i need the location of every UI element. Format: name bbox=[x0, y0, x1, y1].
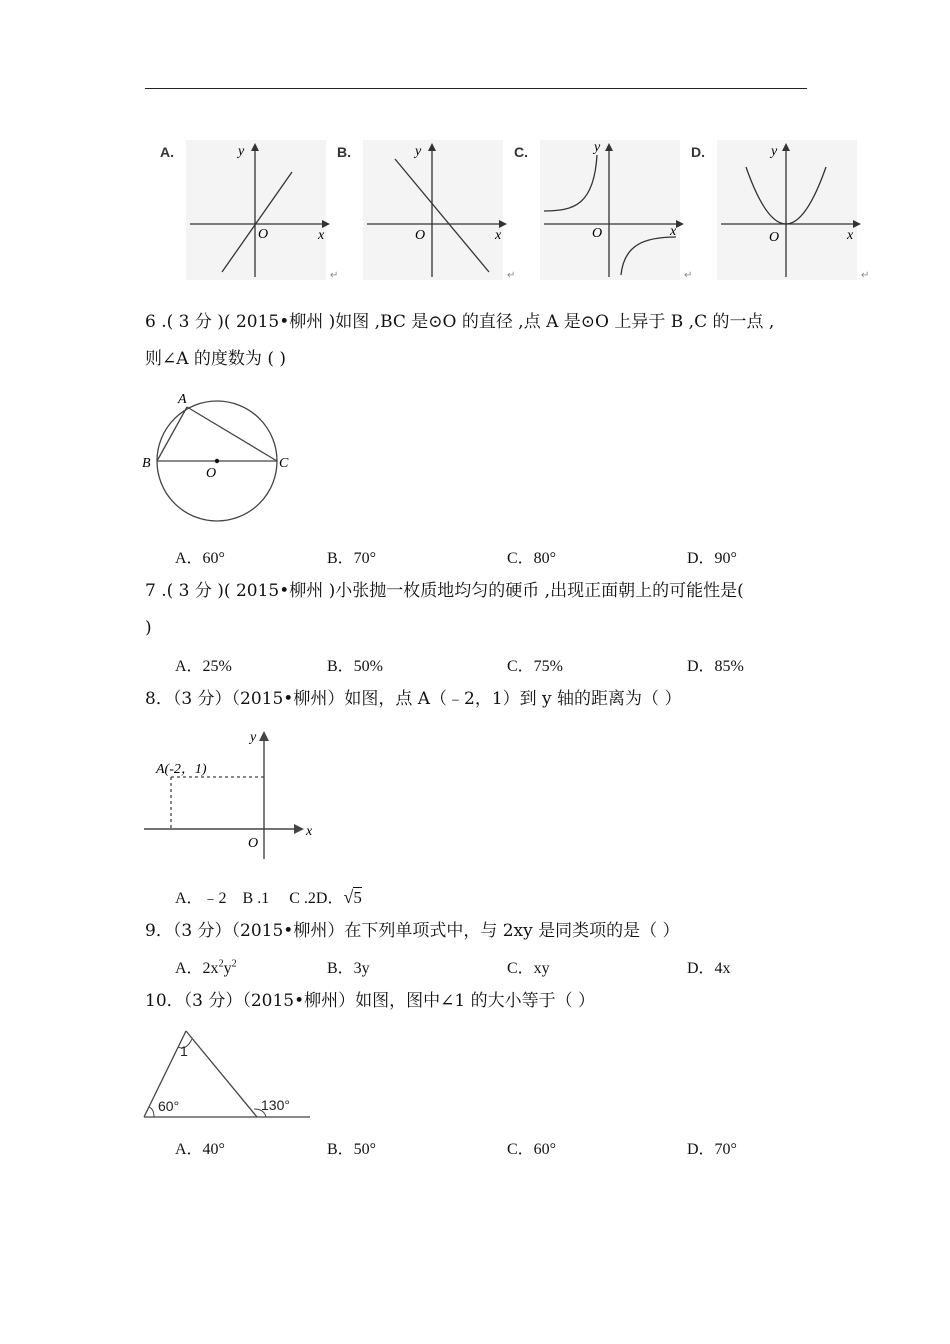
q8-y-arrow bbox=[259, 731, 269, 741]
q9-option-a[interactable] bbox=[175, 955, 237, 978]
q5-graph-d bbox=[691, 140, 869, 281]
graph-a-label: A. bbox=[160, 144, 174, 160]
q8-y-label: y bbox=[250, 730, 257, 745]
q8-point-a-label: A(-2，1) bbox=[156, 762, 207, 777]
graph-c-label: C. bbox=[514, 144, 528, 160]
graph-c-y-label: y bbox=[594, 140, 601, 155]
q10-triangle-figure bbox=[140, 1025, 315, 1125]
q5-graph-a bbox=[160, 140, 338, 281]
q8-text-line1: 8．（3 分）（2015•柳州）如图，点 A（﹣2，1）到 y 轴的距离为（ ） bbox=[145, 689, 682, 709]
q5-graphs bbox=[150, 135, 880, 285]
q9-option-a-exp1: 2 bbox=[218, 958, 224, 970]
chord-ab bbox=[157, 407, 187, 461]
q9-option-b[interactable]: B．3y bbox=[327, 960, 370, 977]
q7-option-c[interactable]: C．75% bbox=[507, 658, 564, 675]
q7-option-b[interactable]: B．50% bbox=[327, 658, 384, 675]
q9-text-line1: 9．（3 分）（2015•柳州）在下列单项式中，与 2xy 是同类项的是（ ） bbox=[145, 921, 680, 941]
return-mark-icon: ↵ bbox=[861, 270, 870, 281]
q7-option-d[interactable]: D．85% bbox=[687, 658, 744, 675]
q10-option-c[interactable]: C．60° bbox=[507, 1141, 557, 1158]
graph-b-origin: O bbox=[415, 228, 426, 243]
q9-option-a-mid: y bbox=[223, 960, 232, 977]
return-mark-icon: ↵ bbox=[507, 270, 516, 281]
q7-text-line1: 7 .( 3 分 )( 2015•柳州 )小张抛一枚质地均匀的硬币 ,出现正面朝上的可能性是( bbox=[145, 581, 744, 601]
q6-option-d[interactable]: D．90° bbox=[687, 550, 737, 567]
graph-a-origin: O bbox=[258, 227, 269, 242]
return-mark-icon: ↵ bbox=[330, 270, 339, 281]
graph-b-x-label: x bbox=[495, 228, 502, 243]
q6-circle-figure bbox=[140, 385, 305, 530]
q10-option-d[interactable]: D．70° bbox=[687, 1141, 737, 1158]
triangle-right-side bbox=[186, 1031, 257, 1117]
graph-d-background bbox=[717, 140, 857, 280]
q9-option-a-base: A．2x bbox=[175, 960, 219, 977]
q6-option-b[interactable]: B．70° bbox=[327, 550, 377, 567]
q9-option-a-exp2: 2 bbox=[231, 958, 237, 970]
q8-options-text: A．﹣2 B .1 C .2D． bbox=[175, 890, 344, 907]
graph-a-y-label: y bbox=[238, 144, 245, 159]
angle1-label: 1 bbox=[180, 1043, 188, 1059]
graph-b-background bbox=[363, 140, 503, 280]
q9-option-d[interactable]: D．4x bbox=[687, 960, 731, 977]
graph-a-background bbox=[186, 140, 326, 280]
center-dot bbox=[215, 459, 219, 463]
point-c-label: C bbox=[279, 456, 289, 471]
point-a-label: A bbox=[178, 392, 187, 407]
q9-option-c[interactable]: C．xy bbox=[507, 960, 550, 977]
q7-option-a[interactable]: A．25% bbox=[175, 658, 232, 675]
graph-d-label: D. bbox=[691, 144, 705, 160]
q8-x-arrow bbox=[294, 824, 304, 834]
return-mark-icon: ↵ bbox=[684, 270, 693, 281]
q10-option-b[interactable]: B．50° bbox=[327, 1141, 377, 1158]
graph-d-origin: O bbox=[769, 230, 780, 245]
angle60-arc bbox=[149, 1107, 154, 1117]
q7-text-line2: ) bbox=[145, 618, 152, 638]
angle130-label: 130° bbox=[261, 1097, 290, 1113]
graph-b-y-label: y bbox=[415, 144, 422, 159]
graph-c-origin: O bbox=[592, 226, 603, 241]
q5-graph-c bbox=[514, 140, 692, 281]
q8-sqrt-value: 5 bbox=[353, 888, 362, 907]
graph-d-x-label: x bbox=[847, 228, 854, 243]
q6-text-line1: 6 .( 3 分 )( 2015•柳州 )如图 ,BC 是⊙O 的直径 ,点 A 是⊙O 上异于 B ,C 的一点 , bbox=[145, 312, 775, 332]
q6-option-a[interactable]: A．60° bbox=[175, 550, 225, 567]
chord-ac bbox=[187, 407, 277, 461]
graph-c-x-label: x bbox=[670, 224, 677, 239]
q6-text-line2: 则∠A 的度数为 ( ) bbox=[145, 349, 286, 369]
q8-origin-label: O bbox=[248, 836, 259, 851]
q5-graph-b bbox=[337, 140, 515, 281]
q8-options[interactable] bbox=[175, 885, 362, 908]
q8-x-label: x bbox=[306, 824, 313, 839]
point-o-label: O bbox=[206, 466, 217, 481]
angle60-label: 60° bbox=[158, 1098, 180, 1114]
q10-text-line1: 10．（3 分）（2015•柳州）如图，图中∠1 的大小等于（ ） bbox=[145, 991, 596, 1011]
q6-option-c[interactable]: C．80° bbox=[507, 550, 557, 567]
sqrt-icon: √ bbox=[343, 887, 354, 907]
q10-option-a[interactable]: A．40° bbox=[175, 1141, 225, 1158]
header-rule bbox=[145, 88, 807, 89]
q8-coordinate-figure bbox=[140, 725, 325, 865]
graph-a-x-label: x bbox=[318, 228, 325, 243]
graph-d-y-label: y bbox=[771, 144, 778, 159]
graph-b-label: B. bbox=[337, 144, 351, 160]
point-b-label: B bbox=[142, 456, 151, 471]
